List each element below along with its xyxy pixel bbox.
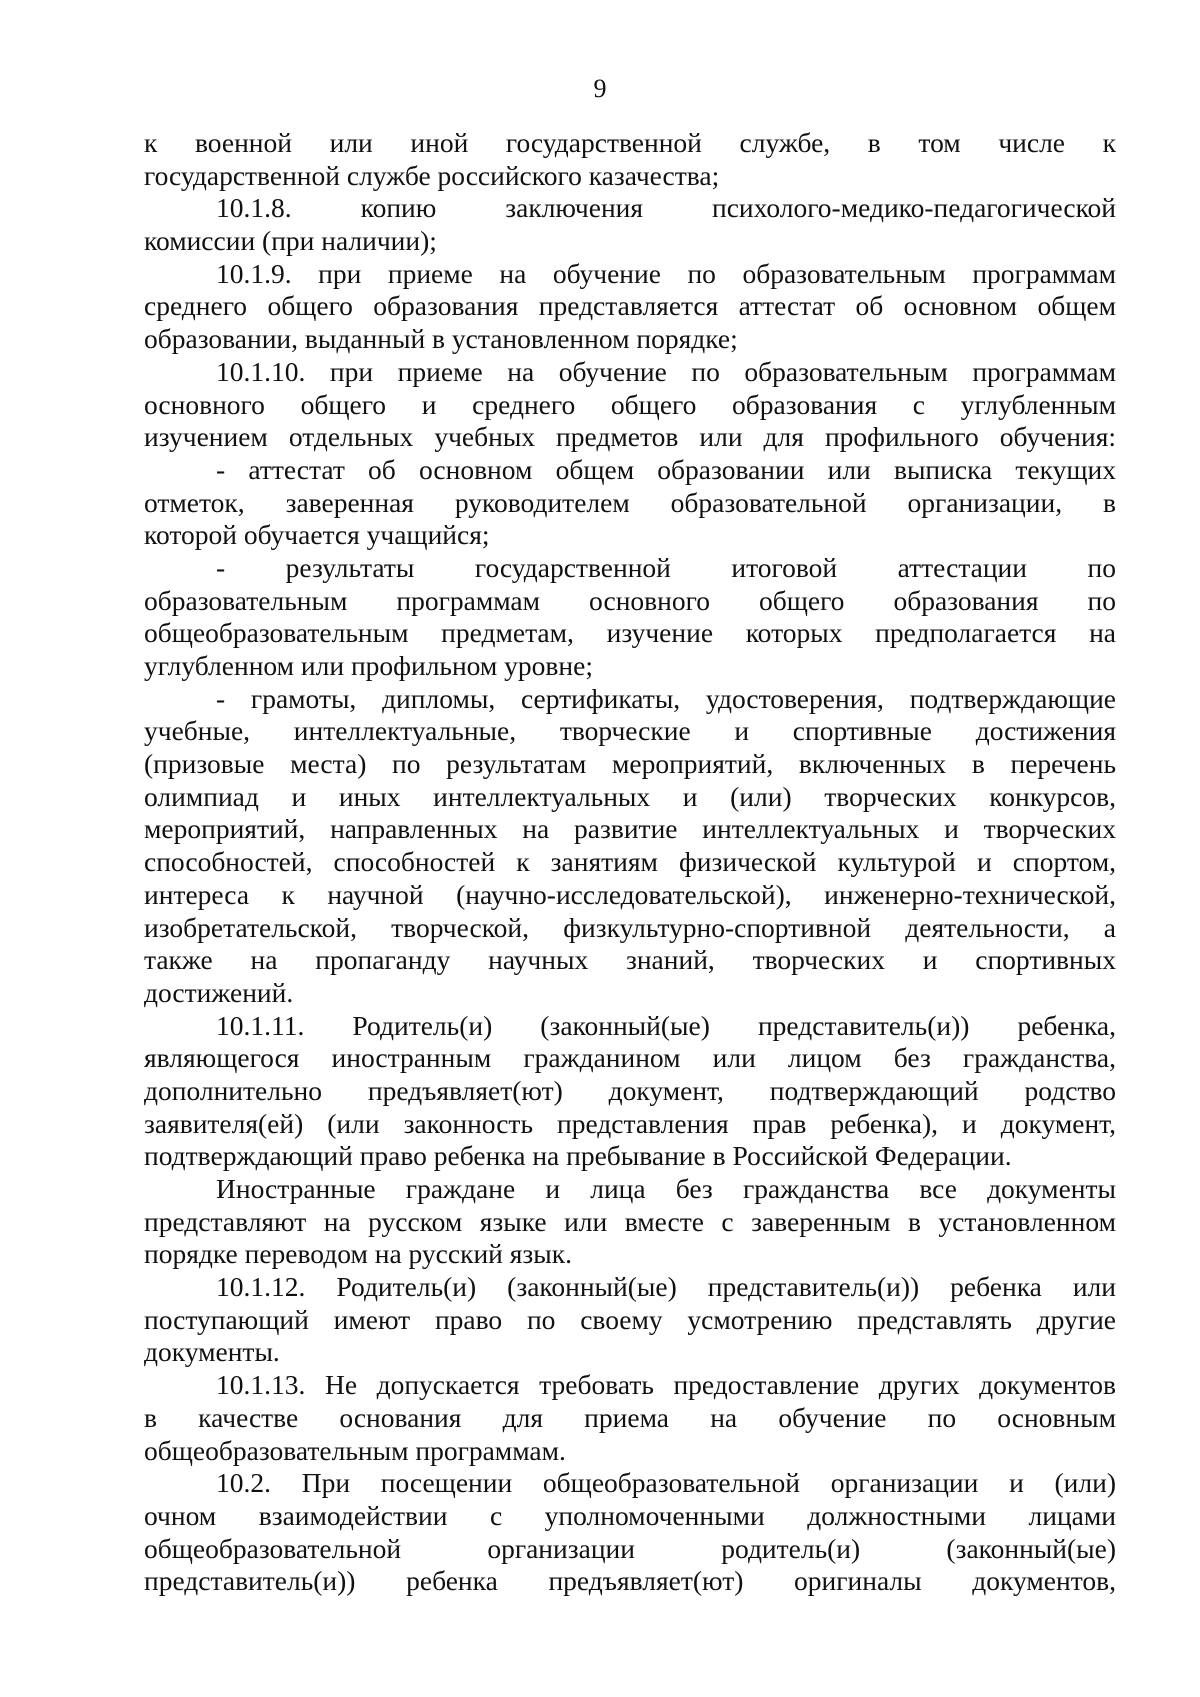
text-line: в качестве основания для приема на обучение по основным [144, 1401, 1116, 1433]
text-line: также на пропаганду научных знаний, творческих и спортивных [144, 944, 1116, 976]
text-line: к военной или иной государственной службе, в том числе к [144, 127, 1116, 158]
text-line: которой обучается учащийся; [144, 519, 490, 551]
text-line: заявителя(ей) (или законность представления прав ребенка), и документ, [144, 1107, 1116, 1139]
text-line: 10.1.10. при приеме на обучение по образовательным программам [216, 355, 1116, 387]
text-line: 10.1.13. Не допускается требовать предоставление других документов [216, 1369, 1116, 1401]
text-line: - аттестат об основном общем образовании или выписка текущих [216, 453, 1116, 485]
text-line: интереса к научной (научно-исследовательской), инженерно-технической, [144, 878, 1116, 910]
text-line: основного общего и среднего общего образования с углубленным [144, 388, 1116, 420]
text-line: очном взаимодействии с уполномоченными должностными лицами [144, 1499, 1116, 1531]
text-line: комиссии (при наличии); [144, 225, 437, 257]
text-line: дополнительно предъявляет(ют) документ, подтверждающий родство [144, 1074, 1116, 1106]
text-line: - грамоты, дипломы, сертификаты, удостоверения, подтверждающие [216, 682, 1116, 714]
text-line: мероприятий, направленных на развитие интеллектуальных и творческих [144, 813, 1116, 845]
text-line: изучением отдельных учебных предметов или для профильного обучения: [144, 421, 1116, 453]
text-line: общеобразовательным предметам, изучение которых предполагается на [144, 617, 1116, 649]
text-line: общеобразовательным программам. [144, 1434, 566, 1466]
text-line: образовании, выданный в установленном порядке; [144, 323, 738, 355]
text-line: Иностранные граждане и лица без гражданства все документы [216, 1173, 1116, 1204]
page-number: 9 [593, 74, 607, 103]
text-line: - результаты государственной итоговой аттестации по [216, 551, 1116, 583]
text-line: 10.1.12. Родитель(и) (законный(ые) представитель(и)) ребенка или [216, 1271, 1116, 1303]
text-line: представитель(и)) ребенка предъявляет(ют) оригиналы документов, [144, 1565, 1116, 1597]
text-line: образовательным программам основного общего образования по [144, 584, 1116, 616]
text-line: поступающий имеют право по своему усмотрению представлять другие [144, 1303, 1116, 1335]
text-line: (призовые места) по результатам мероприятий, включенных в перечень [144, 748, 1116, 780]
text-line: изобретательской, творческой, физкультурно-спортивной деятельности, а [144, 911, 1116, 943]
text-line: подтверждающий право ребенка на пребывание в Российской Федерации. [144, 1140, 1012, 1172]
text-line: 10.1.11. Родитель(и) (законный(ые) представитель(и)) ребенка, [216, 1009, 1116, 1041]
text-line: государственной службе российского казачества; [144, 159, 720, 191]
text-line: отметок, заверенная руководителем образовательной организации, в [144, 486, 1116, 518]
text-line: документы. [144, 1336, 280, 1368]
text-line: углубленном или профильном уровне; [144, 650, 593, 681]
text-line: достижений. [144, 976, 294, 1008]
text-line: среднего общего образования представляется аттестат об основном общем [144, 290, 1116, 322]
text-line: общеобразовательной организации родитель(и) (законный(ые) [144, 1532, 1116, 1564]
text-line: представляют на русском языке или вместе с заверенным в установленном [144, 1205, 1116, 1237]
text-line: являющегося иностранным гражданином или лицом без гражданства, [144, 1042, 1116, 1074]
document-body [144, 127, 1116, 1598]
text-line: учебные, интеллектуальные, творческие и спортивные достижения [144, 715, 1116, 747]
text-line: порядке переводом на русский язык. [144, 1238, 572, 1270]
text-line: 10.2. При посещении общеобразовательной организации и (или) [216, 1467, 1116, 1499]
text-line: 10.1.8. копию заключения психолого-медико-педагогической [216, 192, 1116, 224]
text-line: 10.1.9. при приеме на обучение по образовательным программам [216, 257, 1116, 289]
text-line: олимпиад и иных интеллектуальных и (или) творческих конкурсов, [144, 780, 1116, 812]
text-line: способностей, способностей к занятиям физической культурой и спортом, [144, 846, 1116, 878]
